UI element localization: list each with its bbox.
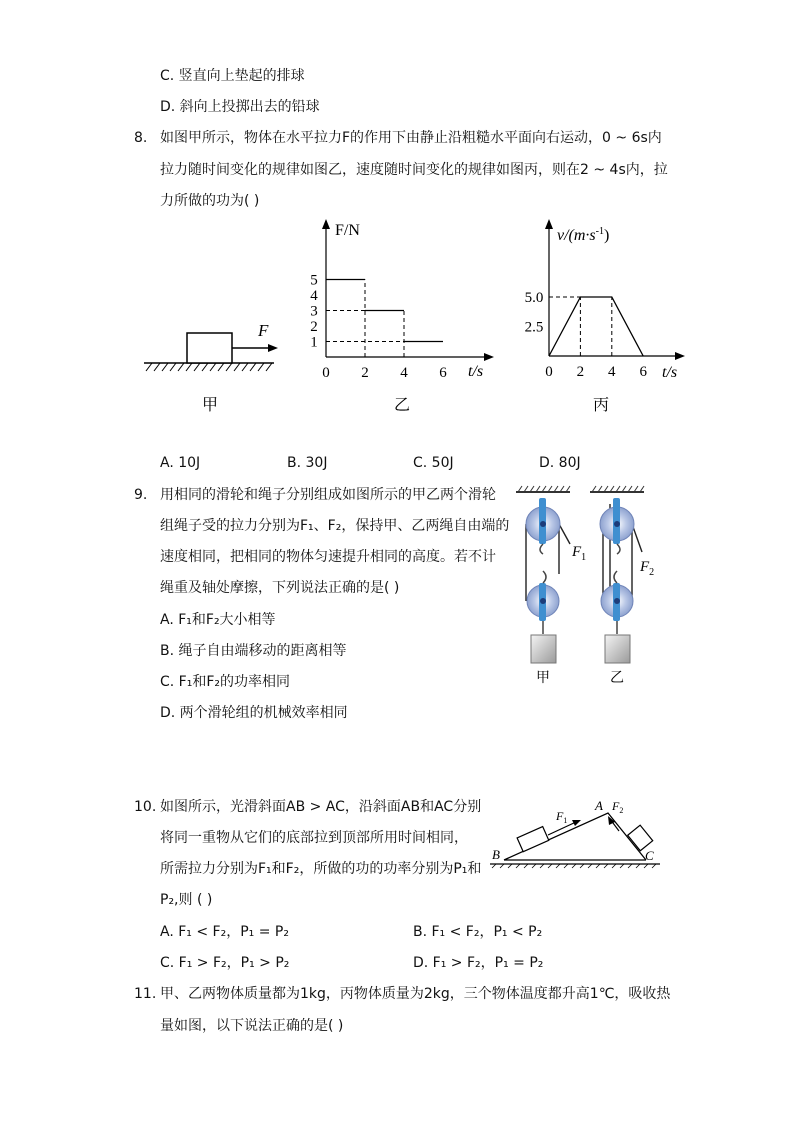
q7-option-c: C. 竖直向上垫起的排球 [160, 68, 305, 84]
q9-option-a: A. F₁和F₂大小相等 [160, 612, 276, 628]
q11-number: 11. [134, 986, 157, 1002]
y-axis-arrowhead [322, 219, 330, 229]
x-tick-label: 4 [400, 365, 408, 381]
q9-option-c: C. F₁和F₂的功率相同 [160, 674, 291, 690]
x-tick-label: 2 [576, 364, 585, 380]
label-f1: $F_1$ [556, 809, 568, 825]
x-tick-label: 0 [545, 364, 553, 380]
y-axis-label [557, 226, 609, 244]
label-f2: $F_2$ [640, 559, 655, 578]
fixed-pulley-bracket [613, 498, 620, 544]
q9-option-b: B. 绳子自由端移动的距离相等 [160, 643, 347, 659]
x-tick-label: 0 [322, 365, 330, 381]
caption-jia: 甲 [536, 670, 550, 686]
q10-option-c: C. F₁ > F₂，P₁ > P₂ [160, 955, 290, 971]
x-axis-arrowhead [484, 353, 494, 361]
label-f1: $F_1$ [572, 544, 587, 563]
q10-option-b: B. F₁ < F₂，P₁ < P₂ [413, 924, 543, 940]
q10-incline-figure [488, 796, 663, 876]
y-axis-label-main: v/(m·s [557, 227, 596, 244]
y-tick-label: 3 [310, 303, 318, 320]
q9-number: 9. [134, 487, 148, 503]
force-label: F [258, 321, 269, 340]
label-b: B [492, 847, 500, 862]
q8-figure-yi [305, 215, 505, 420]
q10-option-a: A. F₁ < F₂，P₁ = P₂ [160, 924, 289, 940]
q9-stem-line2: 组绳子受的拉力分别为F₁、F₂，保持甲、乙两绳自由端的 [160, 518, 510, 534]
block-on-ab [517, 827, 549, 852]
x-tick-label: 4 [608, 364, 616, 380]
q10-stem-line3: 所需拉力分别为F₁和F₂，所做的功的功率分别为P₁和 [160, 861, 482, 877]
q9-stem-line3: 速度相同，把相同的物体匀速提升相同的高度。若不计 [160, 549, 496, 565]
q8-stem-line1: 如图甲所示，物体在水平拉力F的作用下由静止沿粗糙水平面向右运动，0 ~ 6s内 [160, 130, 662, 146]
y-axis-label-sup: -1 [595, 226, 604, 237]
ground-hatching [146, 363, 272, 371]
q10-stem-line4: P₂,则 ( ) [160, 892, 213, 908]
y-axis-label: F/N [335, 222, 360, 239]
q8-stem-line3: 力所做的功为( ) [160, 193, 260, 209]
y-axis-label-close: ) [604, 227, 610, 244]
y-axis-arrowhead [545, 219, 553, 229]
q9-option-d: D. 两个滑轮组的机械效率相同 [160, 705, 348, 721]
x-tick-label: 6 [639, 364, 647, 380]
q10-stem-line1: 如图所示，光滑斜面AB > AC，沿斜面AB和AC分别 [160, 799, 482, 815]
q11-stem-line1: 甲、乙两物体质量都为1kg，丙物体质量为2kg，三个物体温度都升高1℃，吸收热 [160, 986, 671, 1002]
velocity-line [549, 297, 643, 356]
x-tick-label: 2 [361, 365, 369, 381]
q10-option-d: D. F₁ > F₂，P₁ = P₂ [413, 955, 544, 971]
q8-stem-line2: 拉力随时间变化的规律如图乙，速度随时间变化的规律如图丙，则在2 ~ 4s内，拉 [160, 162, 668, 178]
x-axis-arrowhead [675, 352, 685, 360]
caption-yi: 乙 [394, 395, 411, 414]
force-arrowhead [268, 344, 278, 352]
q11-stem-line2: 量如图，以下说法正确的是( ) [160, 1018, 344, 1034]
q9-stem-line1: 用相同的滑轮和绳子分别组成如图所示的甲乙两个滑轮 [160, 487, 496, 503]
q9-stem-line4: 绳重及轴处摩擦，下列说法正确的是( ) [160, 580, 400, 596]
weight [605, 635, 630, 663]
q8-option-c: C. 50J [413, 455, 454, 471]
label-a: A [595, 798, 603, 813]
q10-stem-line2: 将同一重物从它们的底部拉到顶部所用时间相同， [160, 830, 468, 846]
y-tick-label: 2.5 [524, 319, 544, 336]
label-f2: $F_2$ [612, 799, 624, 815]
q8-option-a: A. 10J [160, 455, 201, 471]
y-tick-label: 1 [310, 334, 318, 351]
weight [531, 635, 556, 663]
caption-yi: 乙 [610, 670, 624, 686]
fixed-pulley-bracket [539, 498, 546, 544]
x-axis-label: t/s [662, 364, 678, 381]
q8-option-b: B. 30J [287, 455, 328, 471]
x-tick-label: 6 [439, 365, 447, 381]
caption-bing: 丙 [593, 395, 610, 414]
force-f1-arrow [548, 822, 576, 835]
label-c: C [645, 848, 654, 863]
pulley-system-jia [516, 486, 586, 686]
q10-number: 10. [134, 799, 157, 815]
q9-pulley-figure [510, 484, 670, 689]
x-axis-label: t/s [468, 363, 484, 380]
block [187, 333, 232, 363]
q8-figure-jia [140, 315, 280, 420]
rope-free-end [559, 524, 570, 544]
q8-number: 8. [134, 130, 148, 146]
q8-figure-bing [520, 215, 695, 420]
q7-option-d: D. 斜向上投掷出去的铅球 [160, 99, 320, 115]
y-tick-label: 4 [310, 288, 318, 304]
y-tick-label: 5 [310, 272, 318, 289]
y-tick-label: 2 [310, 319, 318, 335]
pulley-system-yi [590, 486, 654, 686]
caption-jia: 甲 [202, 395, 219, 414]
y-tick-label: 5.0 [524, 290, 544, 306]
q8-option-d: D. 80J [539, 455, 581, 471]
block-on-ac [628, 825, 653, 851]
